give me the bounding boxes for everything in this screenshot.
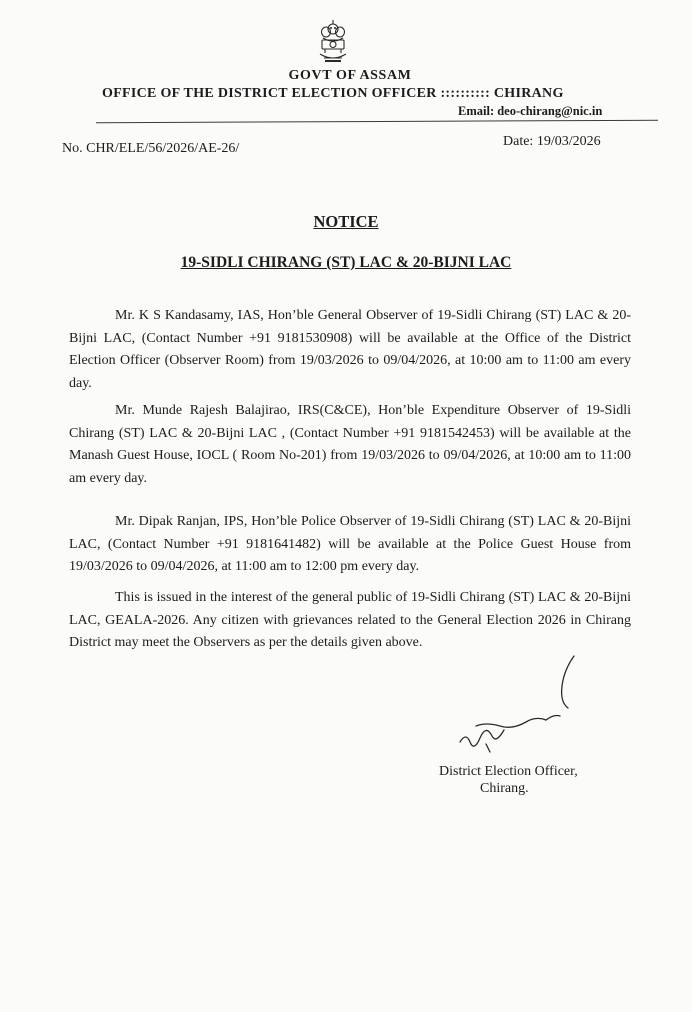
govt-heading: GOVT OF ASSAM [288,68,412,83]
signatory-designation: District Election Officer, [439,764,578,779]
reference-number: No. CHR/ELE/56/2026/AE-26/ [62,141,240,156]
state-emblem-icon [316,18,350,68]
header-divider [96,120,658,123]
paragraph-police-observer: Mr. Dipak Ranjan, IPS, Hon’ble Police Observer of 19-Sidli Chirang (ST) LAC & 20-Bijni LAC, (Contact Number +91 9181641482) will be available at the Police Guest House from 19/03/2026 to 09/04/2026, at 11:00 am to 12:00 pm every day. [69,514,631,575]
office-email: Email: deo-chirang@nic.in [458,104,603,118]
office-heading: OFFICE OF THE DISTRICT ELECTION OFFICER :::::::::: CHIRANG [102,86,564,101]
signatory-place: Chirang. [480,781,529,796]
paragraph-public-interest: This is issued in the interest of the general public of 19-Sidli Chirang (ST) LAC & 20-Bijni LAC, GEALA-2026. Any citizen with grievances related to the General Election 2026 in Chirang District may meet the Observers as per the details given above. [69,590,631,651]
notice-subject: 19-SIDLI CHIRANG (ST) LAC & 20-BIJNI LAC [180,254,512,271]
paragraph-expenditure-observer: Mr. Munde Rajesh Balajirao, IRS(C&CE), Hon’ble Expenditure Observer of 19-Sidli Chirang (ST) LAC & 20-Bijni LAC , (Contact Number +91 9181542453) will be available at the Manash Guest House, IOCL ( Room No-201) from 19/03/2026 to 09/04/2026, at 10:00 am to 11:00 am every day. [69,403,631,486]
paragraph-general-observer: Mr. K S Kandasamy, IAS, Hon’ble General Observer of 19-Sidli Chirang (ST) LAC & 20-Bijni LAC, (Contact Number +91 9181530908) will be available at the Office of the District Election Officer (Observer Room) from 19/03/2026 to 09/04/2026, at 10:00 am to 11:00 am every day. [69,308,631,391]
handwritten-signature [446,652,596,762]
notice-title: NOTICE [313,212,379,231]
notice-date: Date: 19/03/2026 [503,134,601,149]
